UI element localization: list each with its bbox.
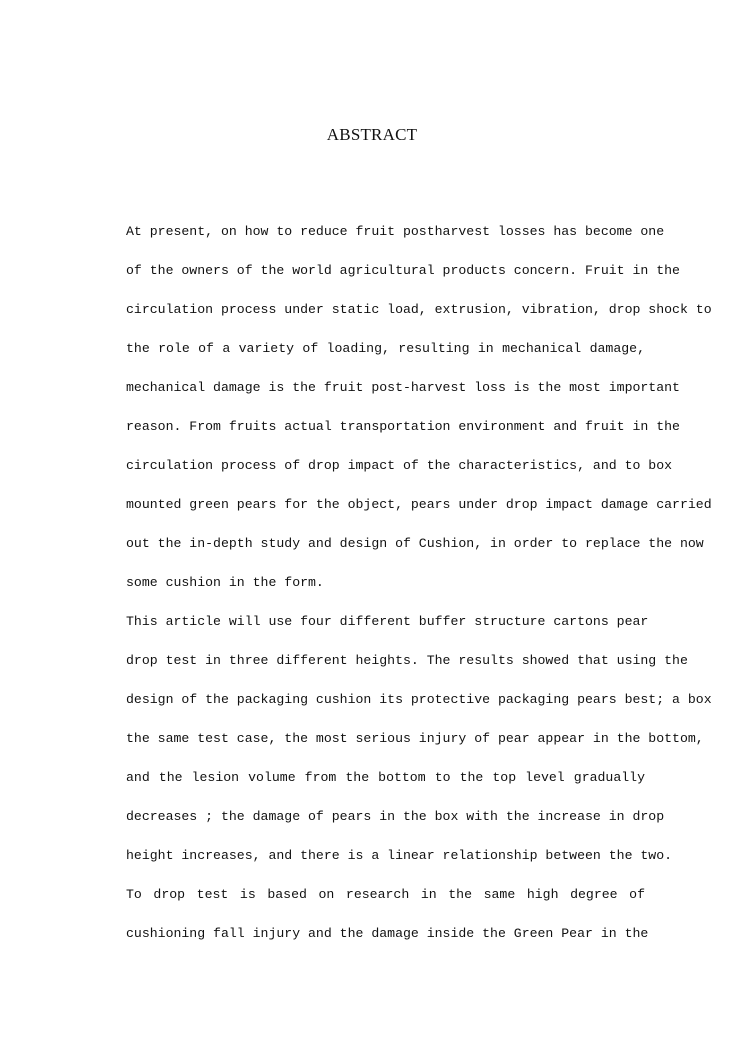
abstract-title: ABSTRACT [326, 125, 418, 144]
text-line: design of the packaging cushion its protective packaging pears best; a box [126, 692, 712, 707]
text-line: circulation process of drop impact of the characteristics, and to box [126, 458, 673, 473]
text-line: out the in-depth study and design of Cushion, in order to replace the now [126, 536, 704, 551]
text-line: circulation process under static load, extrusion, vibration, drop shock to [126, 302, 712, 317]
text-line: drop test in three different heights. The results showed that using the [126, 653, 688, 668]
text-line: the same test case, the most serious injury of pear appear in the bottom, [126, 731, 704, 746]
text-line: reason. From fruits actual transportation environment and fruit in the [126, 419, 680, 434]
text-line: height increases, and there is a linear relationship between the two. [126, 848, 673, 863]
text-line: decreases ; the damage of pears in the box with the increase in drop [126, 809, 665, 824]
text-line: some cushion in the form. [126, 575, 324, 590]
text-line: At present, on how to reduce fruit postharvest losses has become one [126, 224, 665, 239]
text-line: To drop test is based on research in the same high degree of [126, 887, 645, 902]
paragraph-2 [89, 602, 712, 875]
paragraph-3 [89, 875, 649, 953]
text-line: mounted green pears for the object, pears under drop impact damage carried [126, 497, 712, 512]
paragraph-1 [89, 212, 712, 602]
text-line: This article will use four different buffer structure cartons pear [126, 614, 649, 629]
text-line: and the lesion volume from the bottom to the top level gradually [126, 770, 645, 785]
text-line: of the owners of the world agricultural products concern. Fruit in the [126, 263, 680, 278]
text-line: the role of a variety of loading, resulting in mechanical damage, [126, 341, 645, 356]
text-line: mechanical damage is the fruit post-harvest loss is the most important [126, 380, 680, 395]
text-line: cushioning fall injury and the damage inside the Green Pear in the [126, 926, 649, 941]
abstract-body [89, 212, 712, 953]
